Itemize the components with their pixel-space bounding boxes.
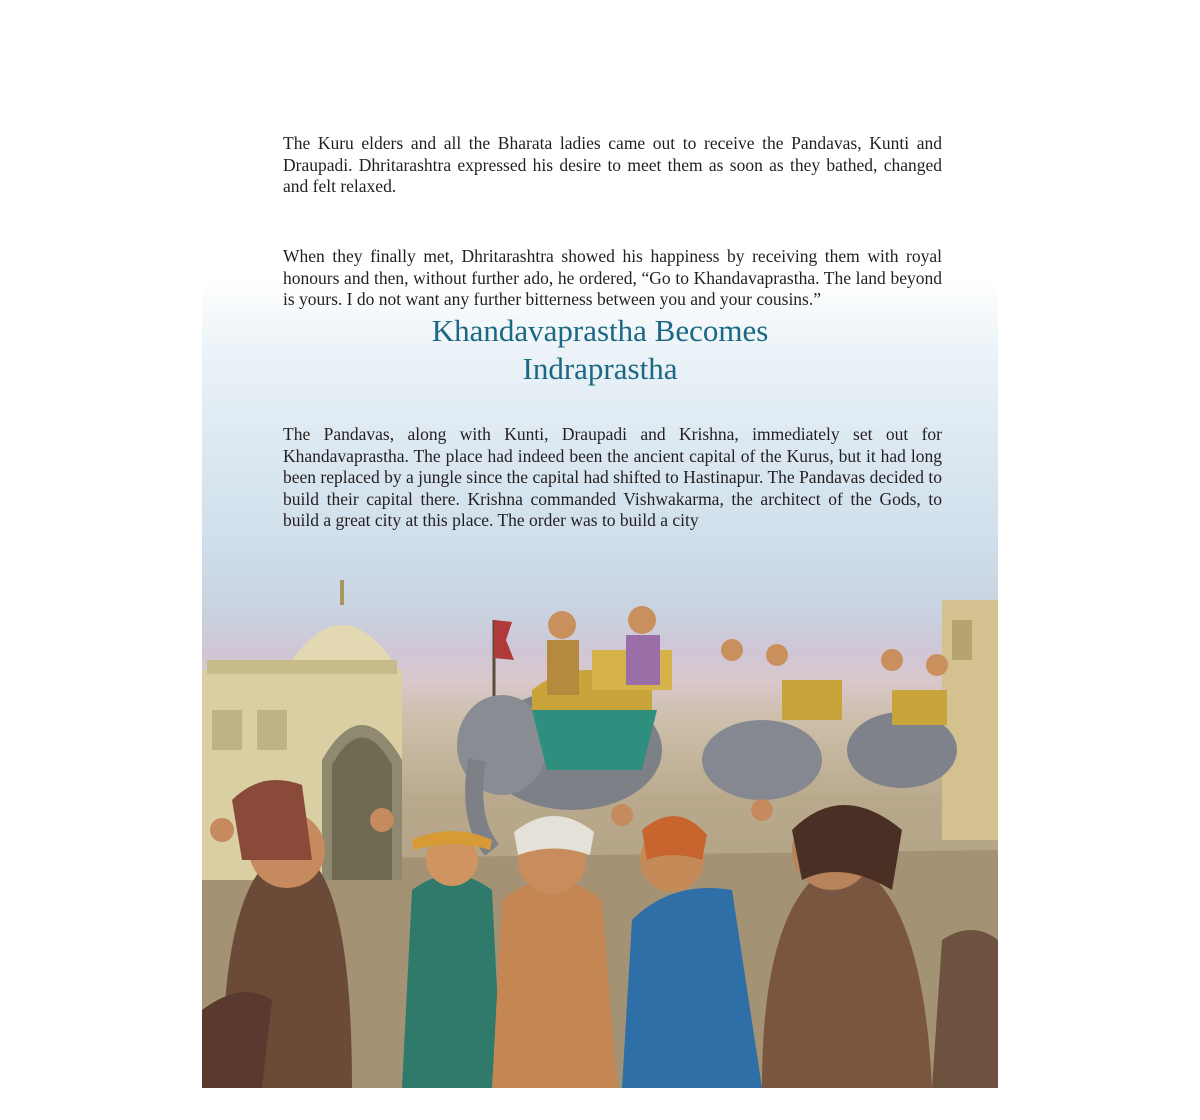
procession-illustration [202,560,998,1088]
elephants-background [702,680,957,800]
chapter-heading [202,312,998,388]
paragraph-dhritarashtra-order: When they finally met, Dhritarashtra showed his happiness by receiving them with royal honours and then, without further ado, he ordered, “Go to Khandavaprastha. The land beyond is yours. I do not want any further bitterness between you and your cousins.” [283,246,942,309]
paragraph-welcome: The Kuru elders and all the Bharata ladies came out to receive the Pandavas, Kunti and Draupadi. Dhritarashtra expressed his desire to meet them as soon as they bathed, changed and felt relaxed. [283,133,942,196]
chapter-heading-line-2: Indraprastha [522,351,678,386]
book-page [202,0,998,1088]
palace-right [942,600,998,840]
crowd [202,799,998,1088]
horse [232,780,312,860]
paragraph-set-out: The Pandavas, along with Kunti, Draupadi and Krishna, immediately set out for Khandavaprastha. The place had indeed been the ancient capital of the Kurus, but it had long been replaced by a jungle since the capital had shifted to Hastinapur. The Pandavas decided to build their capital there. Krishna commanded Vishwakarma, the architect of the Gods, to build a great city at this place. The order was to build a city [283,424,942,530]
chapter-heading-line-1: Khandavaprastha Becomes [431,313,769,348]
flag [494,620,514,700]
